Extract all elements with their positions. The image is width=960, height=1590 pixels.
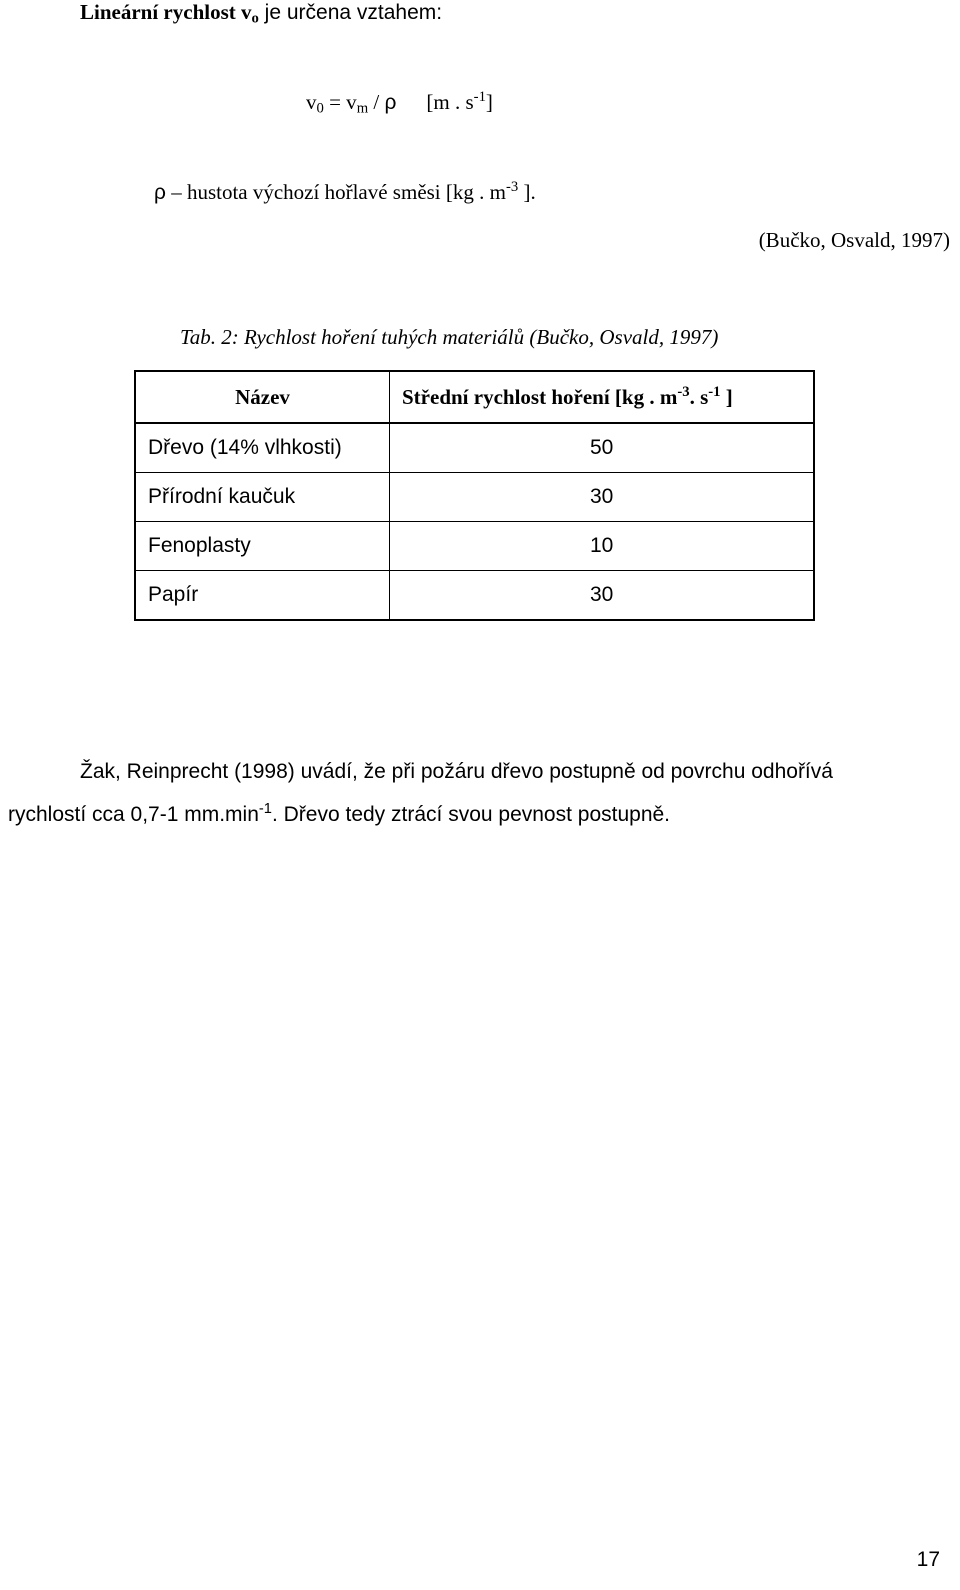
burning-rate-value: 30 — [390, 571, 815, 621]
rho-symbol: ρ — [384, 91, 397, 114]
burning-rate-value: 10 — [390, 522, 815, 571]
heading-bold-label: Lineární rychlost $v_o$ — [80, 0, 259, 27]
header-name: Název — [135, 371, 390, 423]
table-row — [135, 522, 814, 571]
page-number: 17 — [916, 1548, 940, 1571]
material-name: Papír — [135, 571, 390, 621]
material-name: Přírodní kaučuk — [135, 473, 390, 522]
material-name: Fenoplasty — [135, 522, 390, 571]
rho-definition: ρ – hustota výchozí hořlavé směsi [kg . $m^{-3}$ ]. — [154, 178, 536, 204]
formula-unit: [m . $s^{-1}$] — [426, 88, 493, 114]
header-rate: Střední rychlost hoření [kg . $m^{-3}$. $s^{-1}$ ] — [390, 371, 815, 423]
burning-rate-value: 50 — [390, 423, 815, 473]
table-row — [135, 473, 814, 522]
table-caption: Tab. 2: Rychlost hoření tuhých materiálů (Bučko, Osvald, 1997) — [180, 325, 719, 349]
table-row — [135, 423, 814, 473]
citation: (Bučko, Osvald, 1997) — [758, 228, 950, 252]
velocity-formula: $v_0 = v_m / \rho$ [m . $s^{-1}$] — [306, 88, 493, 117]
burning-rate-value: 30 — [390, 473, 815, 522]
heading-text: je určena vztahem: — [258, 1, 443, 24]
burning-rate-table — [134, 370, 815, 621]
table-row — [135, 571, 814, 621]
heading-line — [80, 0, 442, 25]
material-name: Dřevo (14% vlhkosti) — [135, 423, 390, 473]
note-paragraph-line1: Žak, Reinprecht (1998) uvádí, že při požáru dřevo postupně od povrchu odhořívá — [80, 760, 833, 783]
table-header-row — [135, 371, 814, 423]
rho-symbol: ρ — [154, 181, 166, 204]
note-paragraph-line2: rychlostí cca 0,7-1 $mm.\min^{-1}$. Dřevo tedy ztrácí svou pevnost postupně. — [8, 800, 671, 826]
